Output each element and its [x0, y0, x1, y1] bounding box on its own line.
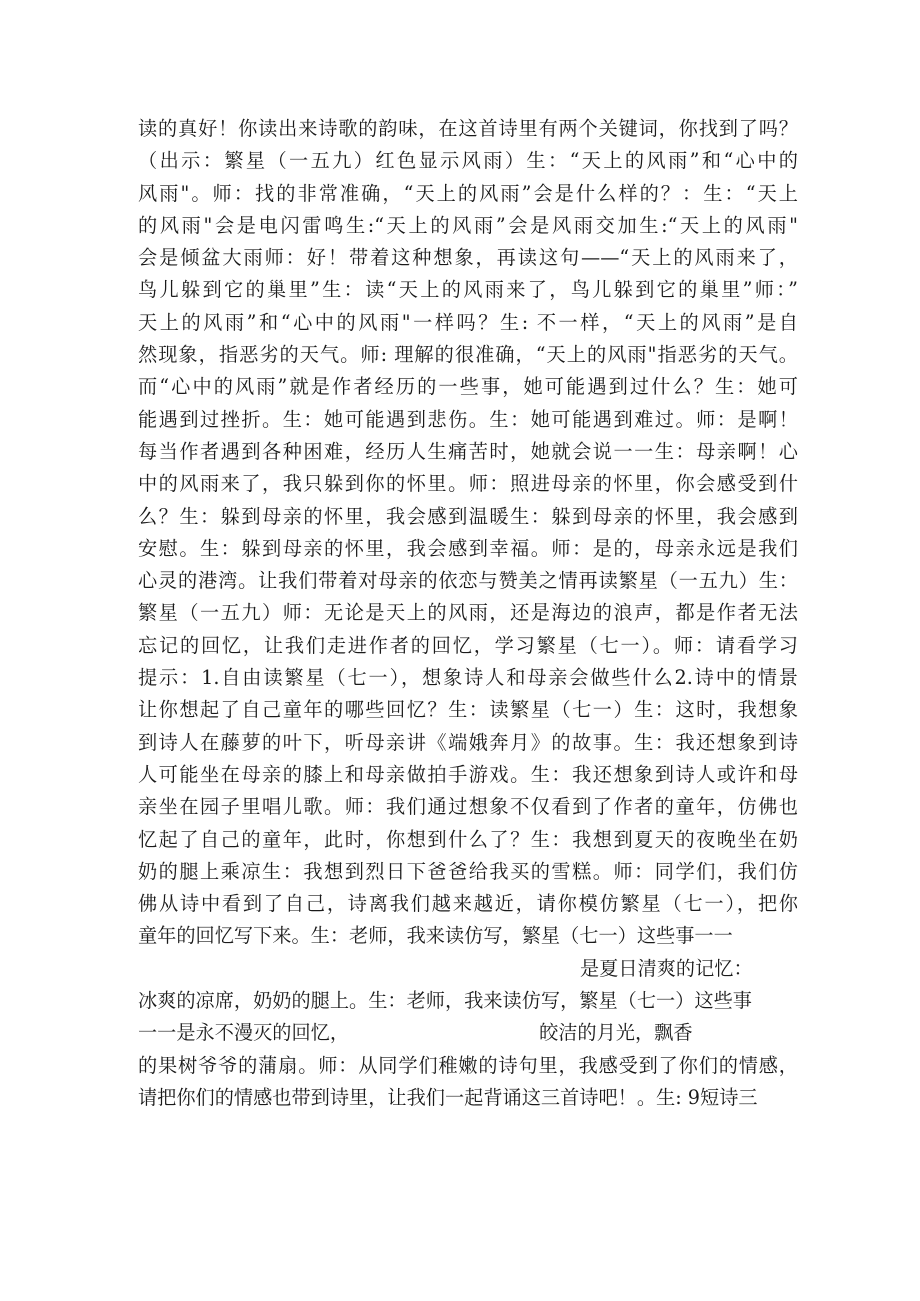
text-line: 冰爽的凉席，奶奶的腿上。生：老师，我来读仿写，繁星（七一）这些事	[138, 989, 752, 1013]
text-line: 亲坐在园子里唱儿歌。师：我们通过想象不仅看到了作者的童年，仿佛也	[138, 795, 798, 819]
text-line: 么？生：躲到母亲的怀里，我会感到温暖生：躲到母亲的怀里，我会感到	[138, 504, 798, 528]
text-line: 会是倾盆大雨师：好！带着这种想象，再读这句——“天上的风雨来了，	[138, 246, 798, 270]
text-line: 让你想起了自己童年的哪些回忆？生：读繁星（七一）生：这时，我想象	[138, 698, 798, 722]
text-line: 的果树爷爷的蒲扇。师：从同学们稚嫩的诗句里，我感受到了你们的情感，	[138, 1053, 798, 1077]
text-line: 读的真好！你读出来诗歌的韵味，在这首诗里有两个关键词，你找到了吗？	[138, 117, 798, 140]
text-line: 童年的回忆写下来。生：老师，我来读仿写，繁星（七一）这些事一一	[138, 924, 733, 948]
text-line: 然现象，指恶劣的天气。师: 理解的很准确，“天上的风雨"指恶劣的天气。	[138, 343, 798, 367]
body-text	[138, 113, 798, 1114]
text-fragment: 皎洁的月光，飘香	[539, 1021, 693, 1045]
text-line: 的风雨"会是电闪雷鸣生:“天上的风雨”会是风雨交加生:“天上的风雨"	[138, 213, 798, 237]
text-line: 鸟儿躲到它的巢里”生：读“天上的风雨来了，鸟儿躲到它的巢里”师：”	[138, 278, 798, 302]
text-line: （出示：繁星（一五九）红色显示风雨）生：“天上的风雨”和“心中的	[138, 149, 798, 173]
text-line: 安慰。生：躲到母亲的怀里，我会感到幸福。师：是的，母亲永远是我们	[138, 536, 798, 560]
text-line: 到诗人在藤萝的叶下，听母亲讲《端娥奔月》的故事。生：我还想象到诗	[138, 730, 798, 754]
text-line: 人可能坐在母亲的膝上和母亲做拍手游戏。生：我还想象到诗人或许和母	[138, 762, 798, 786]
text-line: 天上的风雨”和“心中的风雨"一样吗？生: 不一样，“天上的风雨”是自	[138, 310, 798, 334]
text-line-split	[138, 1017, 798, 1049]
text-line: 忘记的回忆，让我们走进作者的回忆，学习繁星（七一）。师：请看学习	[138, 633, 798, 657]
text-line: 而“心中的风雨”就是作者经历的一些事，她可能遇到过什么？生：她可	[138, 375, 798, 399]
text-line: 中的风雨来了，我只躲到你的怀里。师：照进母亲的怀里，你会感受到什	[138, 472, 798, 496]
text-line: 心灵的港湾。让我们带着对母亲的依恋与赞美之情再读繁星（一五九）生：	[138, 569, 798, 593]
text-line-indented: 是夏日清爽的记忆：	[580, 956, 753, 980]
text-line: 提示：1.自由读繁星（七一），想象诗人和母亲会做些什么2.诗中的情景	[138, 666, 798, 690]
text-line: 佛从诗中看到了自己，诗离我们越来越近，请你模仿繁星（七一），把你	[138, 892, 798, 916]
text-line: 忆起了自己的童年，此时，你想到什么了？生：我想到夏天的夜晚坐在奶	[138, 827, 798, 851]
text-line: 繁星（一五九）师：无论是天上的风雨，还是海边的浪声，都是作者无法	[138, 601, 798, 625]
text-line: 奶的腿上乘凉生：我想到烈日下爸爸给我买的雪糕。师：同学们，我们仿	[138, 859, 798, 883]
text-line: 风雨"。师：找的非常准确，“天上的风雨”会是什么样的？：生：“天上	[138, 181, 798, 205]
text-fragment: 一一是永不漫灭的回忆，	[138, 1021, 350, 1045]
text-line: 每当作者遇到各种困难，经历人生痛苦时，她就会说一一生：母亲啊！心	[138, 439, 798, 463]
text-line: 请把你们的情感也带到诗里，让我们一起背诵这三首诗吧！。生: 9短诗三	[138, 1085, 758, 1109]
text-line: 能遇到过挫折。生：她可能遇到悲伤。生：她可能遇到难过。师：是啊！	[138, 407, 798, 431]
